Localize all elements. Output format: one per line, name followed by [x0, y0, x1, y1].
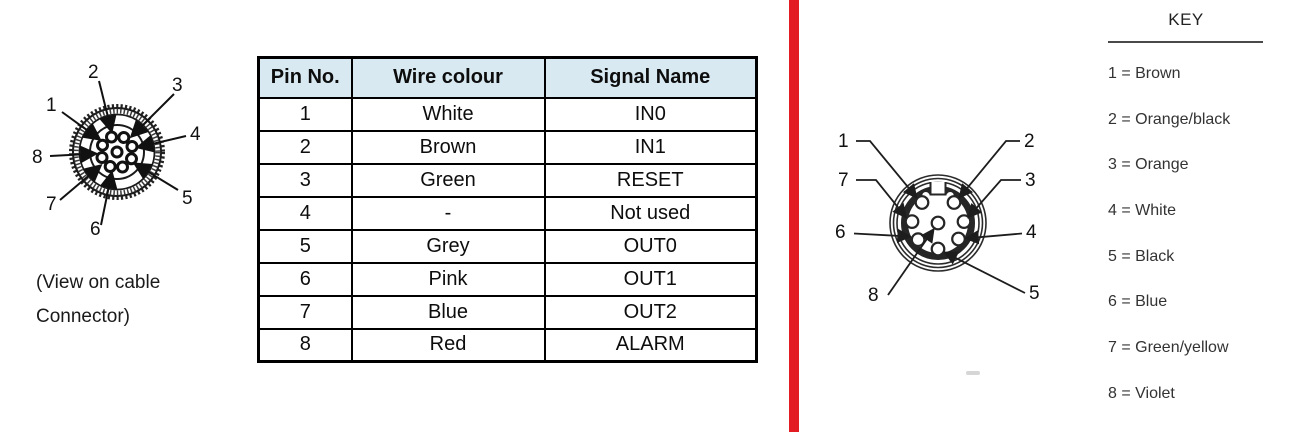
table-header-row: [259, 58, 757, 98]
cell-signal: RESET: [545, 164, 757, 197]
key-entry-8: 8 = Violet: [1108, 385, 1175, 402]
cable-pin-label-7: 7: [46, 194, 57, 215]
key-title-underline: [1108, 41, 1263, 43]
table-row: [259, 296, 757, 329]
cell-signal: IN1: [545, 131, 757, 164]
scan-artifact: [966, 371, 980, 375]
cell-colour: Blue: [352, 296, 545, 329]
m12-pin-label-8: 8: [868, 285, 879, 306]
cell-colour: Pink: [352, 263, 545, 296]
cable-pin-label-4: 4: [190, 124, 201, 145]
key-entry-7: 7 = Green/yellow: [1108, 339, 1229, 356]
col-header-signal-name: Signal Name: [545, 58, 757, 98]
cable-pin-label-6: 6: [90, 219, 101, 240]
cell-colour: -: [352, 197, 545, 230]
key-entry-4: 4 = White: [1108, 202, 1177, 219]
m12-pin-label-3: 3: [1025, 170, 1036, 191]
key-entry-6: 6 = Blue: [1108, 293, 1168, 310]
table-row: [259, 230, 757, 263]
cell-signal: OUT2: [545, 296, 757, 329]
cell-pin: 8: [259, 329, 352, 362]
table-row: [259, 164, 757, 197]
col-header-pin-no: Pin No.: [259, 58, 352, 98]
cell-colour: Red: [352, 329, 545, 362]
cell-pin: 6: [259, 263, 352, 296]
key-legend: [1108, 0, 1278, 432]
m12-pin-label-2: 2: [1024, 131, 1035, 152]
cable-pin-label-2: 2: [88, 62, 99, 83]
m12-pin-label-5: 5: [1029, 283, 1040, 304]
table-row: [259, 263, 757, 296]
cell-pin: 2: [259, 131, 352, 164]
m12-pin-label-7: 7: [838, 170, 849, 191]
cell-pin: 4: [259, 197, 352, 230]
cell-pin: 5: [259, 230, 352, 263]
cell-signal: IN0: [545, 98, 757, 131]
cell-colour: Brown: [352, 131, 545, 164]
cell-colour: Green: [352, 164, 545, 197]
cell-colour: White: [352, 98, 545, 131]
key-entry-3: 3 = Orange: [1108, 156, 1189, 173]
m12-pin-label-6: 6: [835, 222, 846, 243]
key-entry-2: 2 = Orange/black: [1108, 111, 1231, 128]
key-title: KEY: [1168, 10, 1204, 29]
cell-signal: ALARM: [545, 329, 757, 362]
key-entry-1: 1 = Brown: [1108, 65, 1181, 82]
pinout-table: [257, 56, 758, 363]
col-header-wire-colour: Wire colour: [352, 58, 545, 98]
cell-pin: 7: [259, 296, 352, 329]
table-row: [259, 329, 757, 362]
cable-pin-label-5: 5: [182, 188, 193, 209]
table-row: [259, 98, 757, 131]
key-entry-5: 5 = Black: [1108, 248, 1175, 265]
cell-pin: 3: [259, 164, 352, 197]
connector-caption-line1: (View on cable: [36, 272, 161, 293]
table-row: [259, 197, 757, 230]
cell-signal: Not used: [545, 197, 757, 230]
table-row: [259, 131, 757, 164]
cell-signal: OUT1: [545, 263, 757, 296]
cable-pin-label-3: 3: [172, 75, 183, 96]
cable-pin-label-8: 8: [32, 147, 43, 168]
cable-pin-label-1: 1: [46, 95, 57, 116]
cell-pin: 1: [259, 98, 352, 131]
m12-pin-label-1: 1: [838, 131, 849, 152]
cell-signal: OUT0: [545, 230, 757, 263]
cell-colour: Grey: [352, 230, 545, 263]
connector-caption-line2: Connector): [36, 306, 130, 327]
m12-pin-label-4: 4: [1026, 222, 1037, 243]
red-divider: [789, 0, 799, 432]
